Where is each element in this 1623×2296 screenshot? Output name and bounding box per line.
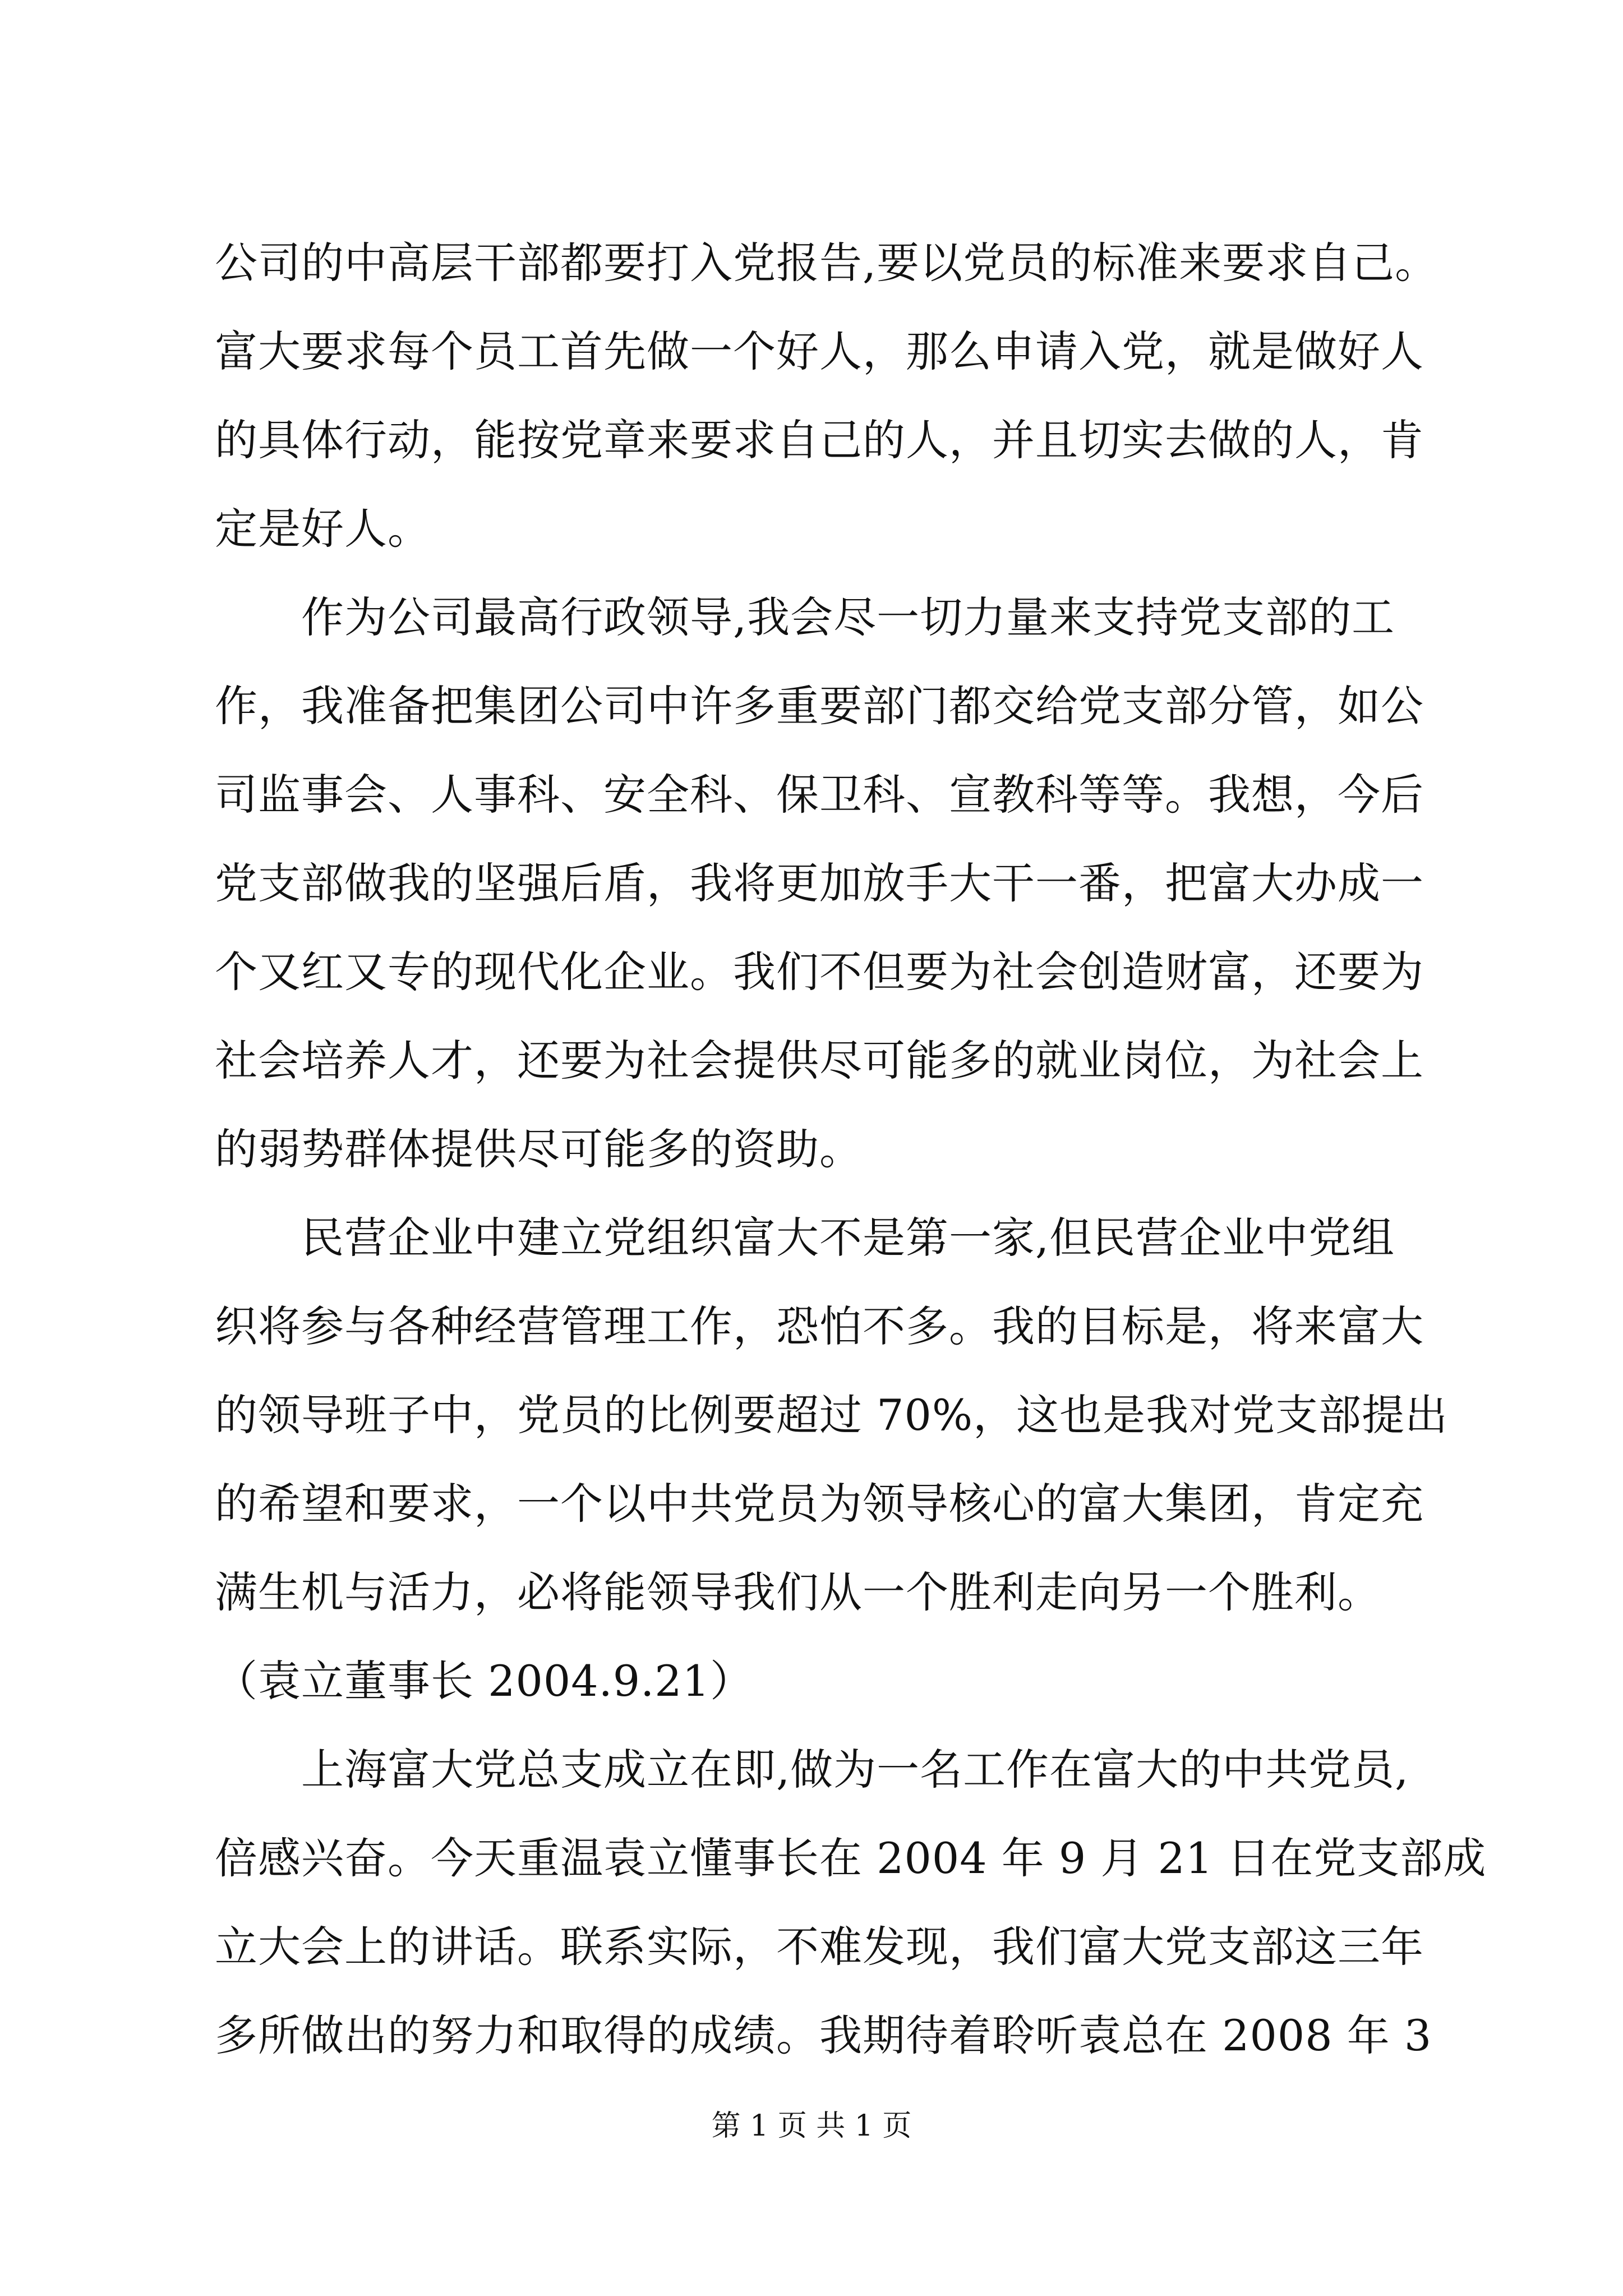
text-line: 定是好人。 [215, 504, 431, 554]
body-text [215, 219, 1487, 2080]
text-line: 党支部做我的坚强后盾，我将更加放手大干一番，把富大办成一 [215, 858, 1424, 908]
text-line: 的希望和要求，一个以中共党员为领导核心的富大集团，肯定充 [215, 1479, 1424, 1529]
text-line: 社会培养人才，还要为社会提供尽可能多的就业岗位，为社会上 [215, 1036, 1424, 1085]
text-line: 作为公司最高行政领导,我会尽一切力量来支持党支部的工 [215, 592, 1395, 642]
text-line: 个又红又专的现代化企业。我们不但要为社会创造财富，还要为 [215, 947, 1424, 997]
text-line: 富大要求每个员工首先做一个好人，那么申请入党，就是做好人 [215, 326, 1424, 376]
text-line: 的具体行动，能按党章来要求自己的人，并且切实去做的人，肯 [215, 415, 1424, 465]
text-line: 公司的中高层干部都要打入党报告,要以党员的标准来要求自己。 [215, 238, 1438, 288]
text-line: 多所做出的努力和取得的成绩。我期待着聆听袁总在 2008 年 3 [215, 2010, 1432, 2060]
text-line: 倍感兴奋。今天重温袁立懂事长在 2004 年 9 月 21 日在党支部成 [215, 1833, 1487, 1883]
text-line: （袁立董事长 2004.9.21） [215, 1656, 753, 1706]
text-line: 织将参与各种经营管理工作，恐怕不多。我的目标是，将来富大 [215, 1301, 1424, 1351]
text-line: 的领导班子中，党员的比例要超过 70%，这也是我对党支部提出 [215, 1390, 1449, 1440]
page-footer: 第 1 页 共 1 页 [711, 2109, 912, 2143]
text-line: 立大会上的讲话。联系实际，不难发现，我们富大党支部这三年 [215, 1922, 1424, 1972]
text-line: 的弱势群体提供尽可能多的资助。 [215, 1124, 863, 1174]
text-line: 上海富大党总支成立在即,做为一名工作在富大的中共党员, [215, 1745, 1409, 1795]
text-line: 民营企业中建立党组织富大不是第一家,但民营企业中党组 [215, 1213, 1395, 1263]
text-line: 满生机与活力，必将能领导我们从一个胜利走向另一个胜利。 [215, 1567, 1381, 1617]
text-line: 司监事会、人事科、安全科、保卫科、宣教科等等。我想，今后 [215, 770, 1424, 820]
text-line: 作，我准备把集团公司中许多重要部门都交给党支部分管，如公 [215, 681, 1424, 731]
